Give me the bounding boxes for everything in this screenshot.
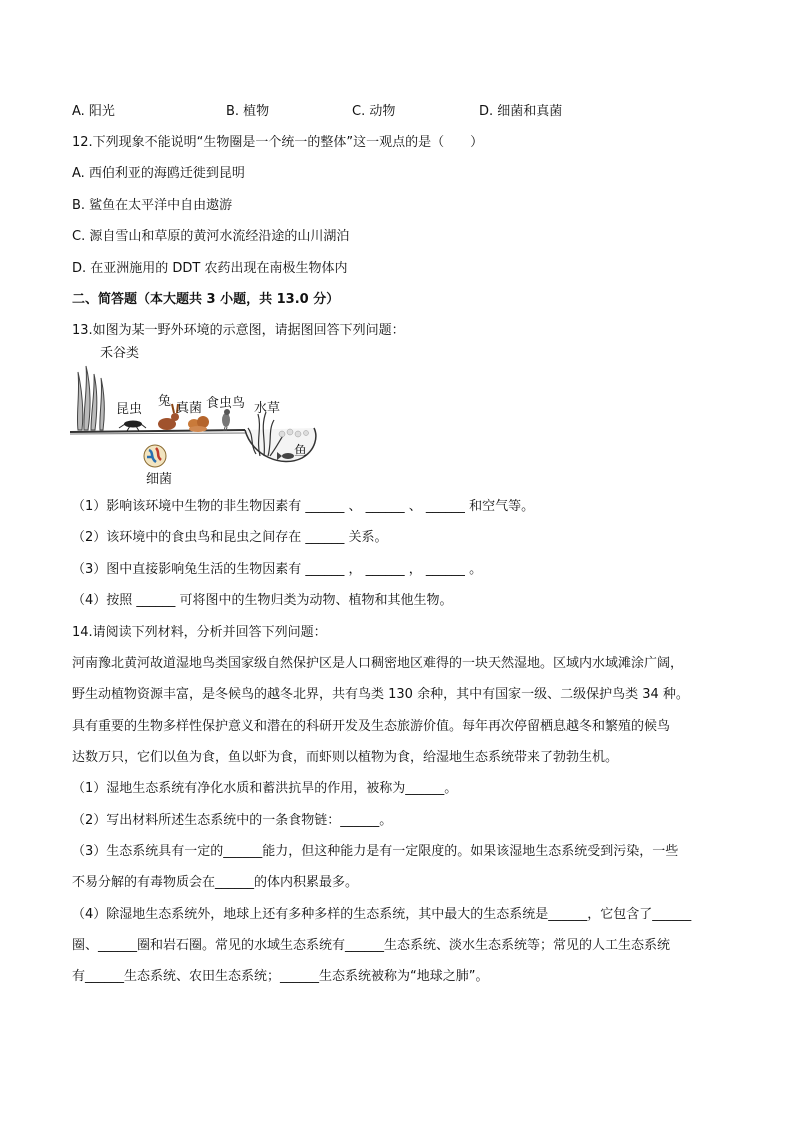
q11-option-a: A. 阳光 [72,104,115,119]
q14-part-3-cont: 不易分解的有毒物质会在______的体内积累最多。 [72,875,359,890]
q13-part-1: （1）影响该环境中生物的非生物因素有 ______ 、 ______ 、 ______ 和空气等。 [72,499,535,514]
q13-part-2: （2）该环境中的食虫鸟和昆虫之间存在 ______ 关系。 [72,530,388,545]
label-bacteria: 细菌 [146,472,173,487]
q12-option-a: A. 西伯利亚的海鸥迁徙到昆明 [72,166,245,181]
label-fungi: 真菌 [176,401,203,416]
insect-illustration [119,421,146,432]
q14-material-line: 具有重要的生物多样性保护意义和潜在的科研开发及生态旅游价值。每年再次停留栖息越冬和繁殖的候鸟 [72,719,671,734]
q14-part-4-cont: 圈、______圈和岩石圈。常见的水域生态系统有______生态系统、淡水生态系统等；常见的人工生态系统 [72,938,671,953]
grain-plant-illustration [77,366,104,430]
section-title: 二、简答题（本大题共 3 小题，共 13.0 分） [72,292,340,307]
label-insect: 昆虫 [116,402,143,417]
q14-part-3: （3）生态系统具有一定的______能力，但这种能力是有一定限度的。如果该湿地生态系统受到污染，一些 [72,844,679,859]
environment-figure [70,344,320,490]
label-bird: 食虫鸟 [206,396,246,411]
q13-part-4: （4）按照 ______ 可将图中的生物归类为动物、植物和其他生物。 [72,593,453,608]
q14-material-line: 野生动植物资源丰富，是冬候鸟的越冬北界，共有鸟类 130 余种，其中有国家一级、二级保护鸟类 34 种。 [72,687,689,702]
q13-stem: 13.如图为某一野外环境的示意图，请据图回答下列问题： [72,323,405,338]
q14-part-2: （2）写出材料所述生态系统中的一条食物链：______。 [72,813,393,828]
q14-stem: 14.请阅读下列材料，分析并回答下列问题： [72,625,327,640]
q12-option-b: B. 鲨鱼在太平洋中自由遨游 [72,198,233,213]
q14-material-line: 河南豫北黄河故道湿地鸟类国家级自然保护区是人口稠密地区难得的一块天然湿地。区域内水域滩涂广阔， [72,656,684,671]
q13-part-3: （3）图中直接影响兔生活的生物因素有 ______ ， ______ ， ______ 。 [72,562,483,577]
q11-option-b: B. 植物 [226,104,270,119]
q11-option-d: D. 细菌和真菌 [479,104,563,119]
label-waterweed: 水草 [254,401,281,416]
bird-illustration [222,409,230,431]
label-rabbit: 兔 [158,394,172,409]
q12-option-d: D. 在亚洲施用的 DDT 农药出现在南极生物体内 [72,261,348,276]
label-fish: 鱼 [294,444,308,459]
q12-option-c: C. 源自雪山和草原的黄河水流经沿途的山川湖泊 [72,229,350,244]
q12-stem: 12.下列现象不能说明“生物圈是一个统一的整体”这一观点的是（ ） [72,135,484,150]
environment-illustration [70,344,320,490]
q11-option-c: C. 动物 [352,104,396,119]
fungi-illustration [188,416,209,432]
q14-part-4-cont: 有______生态系统、农田生态系统；______生态系统被称为“地球之肺”。 [72,969,489,984]
q14-part-4: （4）除湿地生态系统外，地球上还有多种多样的生态系统，其中最大的生态系统是______，它包含了______ [72,907,692,922]
label-grain: 禾谷类 [100,346,140,361]
q14-part-1: （1）湿地生态系统有净化水质和蓄洪抗旱的作用，被称为______。 [72,781,458,796]
bacteria-illustration [144,445,166,467]
q14-material-line: 达数万只，它们以鱼为食，鱼以虾为食，而虾则以植物为食，给湿地生态系统带来了勃勃生机。 [72,750,619,765]
